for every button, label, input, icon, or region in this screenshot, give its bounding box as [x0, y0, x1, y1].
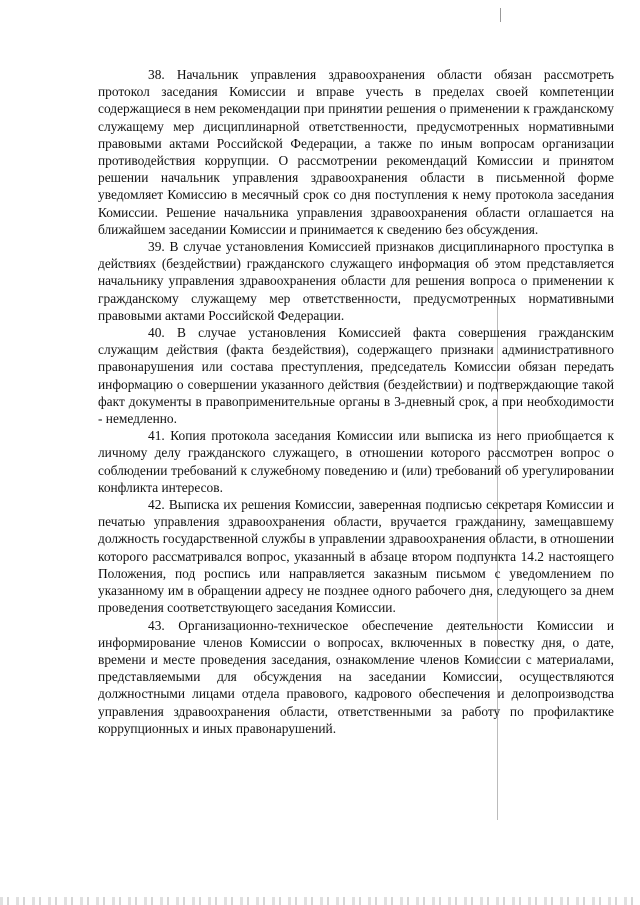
paragraph-42: 42. Выписка их решения Комиссии, заверенная подписью секретаря Комиссии и печатью управления здравоохранения области, вручается гражданину, замещавшему должность государственной службы в управлении здравоохранения области, в отношении которого рассматривался вопрос, указанный в абзаце втором подпункта 14.2 настоящего Положения, под роспись или направляется заказным письмом с уведомлением по указанному им в обращении адресу не позднее одного рабочего дня, следующего за днем проведения соответствующего заседания Комиссии. — [98, 497, 614, 616]
scan-artifact-top — [500, 8, 501, 22]
paragraph-40: 40. В случае установления Комиссией факта совершения гражданским служащим действия (факта бездействия), содержащего признаки административного правонарушения или состава преступления, председатель Комиссии обязан передать информацию о совершении указанного действия (бездействии) и подтверждающие такой факт документы в правоприменительные органы в 3-дневный срок, а при необходимости - немедленно. — [98, 325, 614, 427]
paragraph-39: 39. В случае установления Комиссией признаков дисциплинарного проступка в действиях (бездействии) гражданского служащего информация об этом представляется начальнику управления здравоохранения области для решения вопроса о применении к гражданскому служащему мер ответственности, предусмотренных нормативными правовыми актами Российской Федерации. — [98, 239, 614, 323]
paragraph-43: 43. Организационно-техническое обеспечение деятельности Комиссии и информирование членов Комиссии о вопросах, включенных в повестку дня, о дате, времени и месте проведения заседания, ознакомление членов Комиссии с материалами, представляемыми для обсуждения на заседании Комиссии, осуществляются должностными лицами отдела правового, кадрового обеспечения и делопроизводства управления здравоохранения области, ответственными за работу по профилактике коррупционных и иных правонарушений. — [98, 617, 614, 736]
paragraph-38: 38. Начальник управления здравоохранения области обязан рассмотреть протокол заседания Комиссии и вправе учесть в пределах своей компетенции содержащиеся в нем рекомендации при принятии решения о применении к гражданскому служащему мер дисциплинарной ответственности, предусмотренных нормативными правовыми актами Российской Федерации, а также по иным вопросам организации противодействия коррупции. О рассмотрении рекомендаций Комиссии и принятом решении начальник управления здравоохранения области в письменной форме уведомляет Комиссию в месячный срок со дня поступления к нему протокола заседания Комиссии. Решение начальника управления здравоохранения области оглашается на ближайшем заседании Комиссии и принимается к сведению без обсуждения. — [98, 67, 614, 237]
scan-artifact-bottom — [0, 897, 640, 905]
paragraph-41: 41. Копия протокола заседания Комиссии или выписка из него приобщается к личному делу гражданского служащего, в отношении которого рассмотрен вопрос о соблюдении требований к служебному поведению и (или) требований об урегулировании конфликта интересов. — [98, 428, 614, 495]
document-body — [98, 66, 614, 737]
